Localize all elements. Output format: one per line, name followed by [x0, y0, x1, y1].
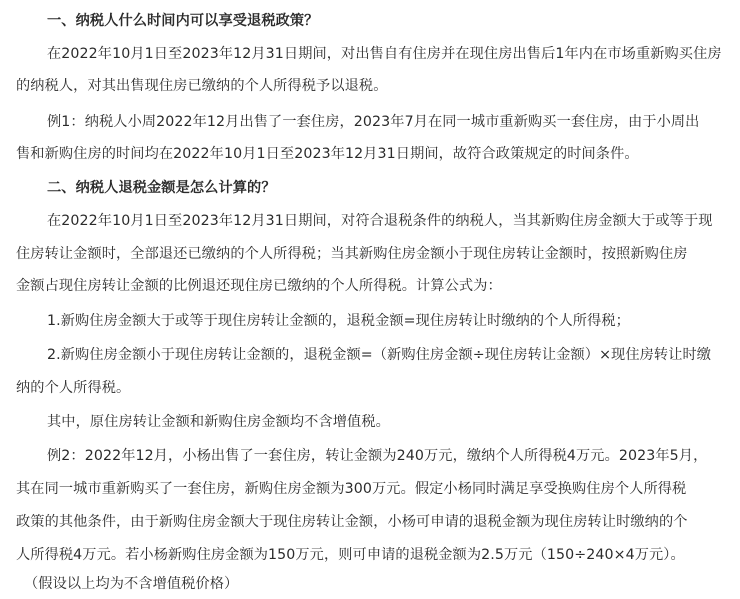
section2-heading: 二、纳税人退税金额是怎么计算的？ [47, 180, 276, 196]
formula-rule-2-line: 纳的个人所得税。 [16, 380, 131, 396]
section1-paragraph-line: 的纳税人，对其出售现住房已缴纳的个人所得税予以退税。 [16, 78, 388, 94]
section2-paragraph-line: 金额占现住房转让金额的比例退还现住房已缴纳的个人所得税。计算公式为： [16, 278, 502, 294]
example2-line: 例2：2022年12月，小杨出售了一套住房，转让金额为240万元，缴纳个人所得税4万元。2023年5月， [47, 448, 708, 464]
tax-note: 其中，原住房转让金额和新购住房金额均不含增值税。 [47, 414, 390, 430]
section1-paragraph-line: 在2022年10月1日至2023年12月31日期间，对出售自有住房并在现住房出售后1年内在市场重新购买住房 [47, 46, 722, 62]
formula-rule-2-line: 2.新购住房金额小于现住房转让金额的，退税金额=（新购住房金额÷现住房转让金额）×现住房转让时缴 [47, 347, 712, 363]
example2-line: 人所得税4万元。若小杨新购住房金额为150万元，则可申请的退税金额为2.5万元（150÷240×4万元）。 [16, 547, 685, 563]
section2-paragraph-line: 住房转让金额时，全部退还已缴纳的个人所得税；当其新购住房金额小于现住房转让金额时，按照新购住房 [16, 246, 688, 262]
example1-line: 例1：纳税人小周2022年12月出售了一套住房，2023年7月在同一城市重新购买一套住房，由于小周出 [47, 114, 700, 130]
example1-line: 售和新购住房的时间均在2022年10月1日至2023年12月31日期间，故符合政策规定的时间条件。 [16, 146, 639, 162]
footnote: （假设以上均为不含增值税价格） [24, 576, 239, 592]
formula-rule-1: 1.新购住房金额大于或等于现住房转让金额的，退税金额=现住房转让时缴纳的个人所得税； [47, 313, 630, 329]
example2-line: 其在同一城市重新购买了一套住房，新购住房金额为300万元。假定小杨同时满足享受换购住房个人所得税 [16, 481, 687, 497]
section1-heading: 一、纳税人什么时间内可以享受退税政策？ [47, 13, 319, 29]
section2-paragraph-line: 在2022年10月1日至2023年12月31日期间，对符合退税条件的纳税人，当其新购住房金额大于或等于现 [47, 213, 713, 229]
example2-line: 政策的其他条件，由于新购住房金额大于现住房转让金额，小杨可申请的退税金额为现住房转让时缴纳的个 [16, 514, 688, 530]
